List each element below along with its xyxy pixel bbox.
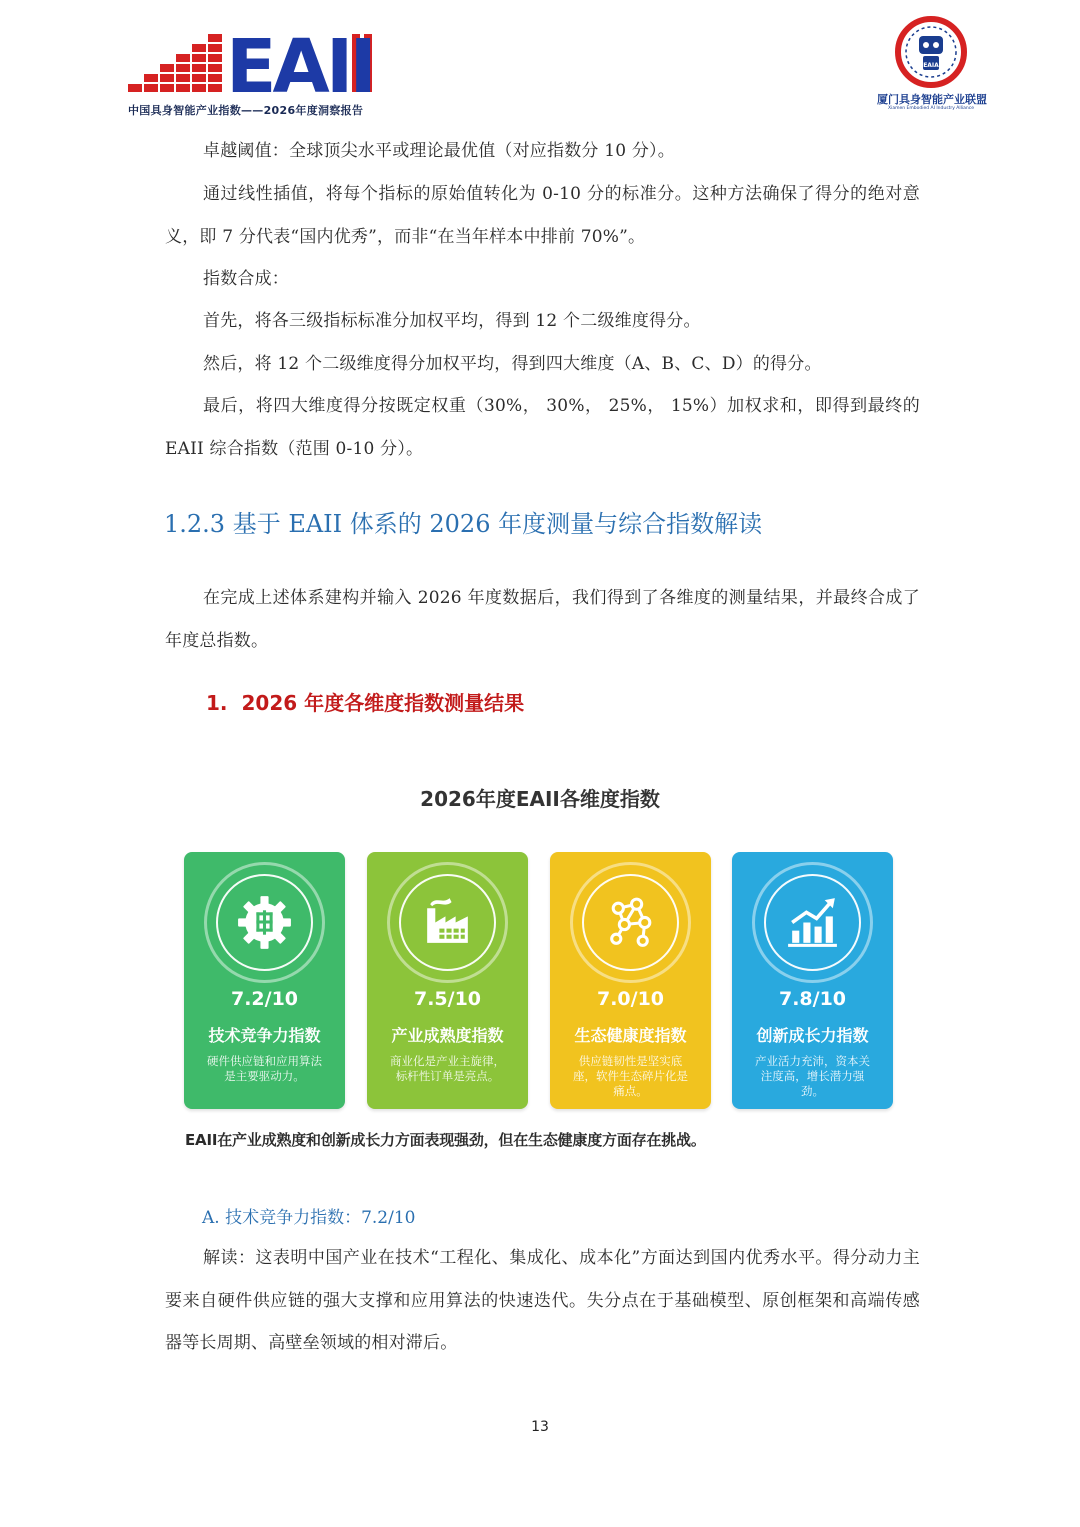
infographic-caption: EAII在产业成熟度和创新成长力方面表现强劲，但在生态健康度方面存在挑战。 bbox=[185, 1131, 706, 1149]
card-ecosystem-health bbox=[550, 852, 711, 1109]
gear-icon bbox=[234, 892, 295, 953]
report-subtitle: 中国具身智能产业指数——2026年度洞察报告 bbox=[128, 104, 364, 117]
eaii-logo-wordmark: EAII bbox=[226, 24, 373, 100]
paragraph-step-finally: 最后，将四大维度得分按既定权重（30%， 30%， 25%， 15%）加权求和，即得到最终的 EAII 综合指数（范围 0-10 分）。 bbox=[165, 396, 920, 459]
alliance-robot-logo bbox=[893, 14, 969, 90]
page-number: 13 bbox=[531, 1419, 549, 1435]
growth-chart-icon bbox=[782, 892, 843, 953]
page-header bbox=[0, 0, 1080, 125]
card-score: 7.2/10 bbox=[230, 988, 299, 1010]
alliance-logo-text: EAIA bbox=[923, 62, 939, 69]
card-description: 硬件供应链和应用算法是主要驱动力。 bbox=[207, 1054, 322, 1083]
card-score: 7.5/10 bbox=[413, 988, 482, 1010]
infographic-title: 2026年度EAII各维度指数 bbox=[420, 787, 660, 811]
card-industry-maturity bbox=[367, 852, 528, 1109]
paragraph-step-first: 首先，将各三级指标标准分加权平均，得到 12 个二级维度得分。 bbox=[203, 311, 701, 331]
card-name: 生态健康度指数 bbox=[574, 1026, 687, 1045]
section-a-heading: A. 技术竞争力指数：7.2/10 bbox=[202, 1208, 416, 1228]
subsection-number: 1. bbox=[206, 691, 228, 715]
subsection-heading bbox=[206, 687, 524, 716]
card-description: 产业活力充沛，资本关注度高，增长潜力强劲。 bbox=[755, 1054, 870, 1098]
paragraph-index-synthesis-label: 指数合成： bbox=[203, 269, 289, 289]
section-heading-1-2-3: 1.2.3 基于 EAII 体系的 2026 年度测量与综合指数解读 bbox=[164, 510, 763, 538]
paragraph-step-then: 然后，将 12 个二级维度得分加权平均，得到四大维度（A、B、C、D）的得分。 bbox=[203, 354, 822, 374]
eaii-logo bbox=[126, 22, 376, 100]
section-a-paragraph: 解读：这表明中国产业在技术“工程化、集成化、成本化”方面达到国内优秀水平。得分动力主要来自硬件供应链的强大支撑和应用算法的快速迭代。失分点在于基础模型、原创框架和高端传感器等长周期、高壁垒领域的相对滞后。 bbox=[165, 1248, 920, 1353]
alliance-name-cn: 厦门具身智能产业联盟 bbox=[877, 93, 987, 106]
network-icon bbox=[600, 892, 661, 953]
factory-icon bbox=[417, 892, 478, 953]
paragraph-excellence-threshold: 卓越阈值：全球顶尖水平或理论最优值（对应指数分 10 分）。 bbox=[203, 141, 675, 161]
card-innovation-growth bbox=[732, 852, 893, 1109]
card-name: 产业成熟度指数 bbox=[391, 1026, 504, 1045]
card-score: 7.0/10 bbox=[596, 988, 665, 1010]
card-description: 商业化是产业主旋律，标杆性订单是亮点。 bbox=[390, 1054, 505, 1083]
subsection-title: 2026 年度各维度指数测量结果 bbox=[241, 691, 525, 715]
paragraph-measurement-intro: 在完成上述体系建构并输入 2026 年度数据后，我们得到了各维度的测量结果，并最终合成了年度总指数。 bbox=[165, 588, 920, 651]
card-name: 技术竞争力指数 bbox=[208, 1026, 321, 1045]
card-name: 创新成长力指数 bbox=[756, 1026, 869, 1045]
alliance-name-en: Xiamen Embodied AI Industry Alliance bbox=[888, 106, 974, 111]
card-tech-competitiveness bbox=[184, 852, 345, 1109]
paragraph-linear-interpolation: 通过线性插值，将每个指标的原始值转化为 0-10 分的标准分。这种方法确保了得分的绝对意义，即 7 分代表“国内优秀”，而非“在当年样本中排前 70%”。 bbox=[165, 184, 920, 247]
card-score: 7.8/10 bbox=[778, 988, 847, 1010]
card-description: 供应链韧性是坚实底座，软件生态碎片化是痛点。 bbox=[573, 1054, 688, 1098]
